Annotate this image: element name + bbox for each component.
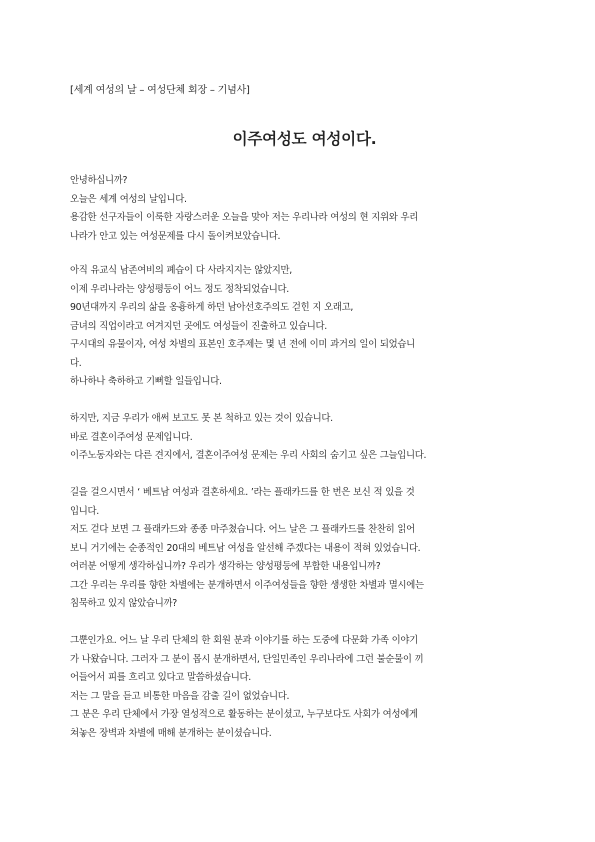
paragraph-line: 오늘은 세계 여성의 날입니다. xyxy=(70,193,187,205)
paragraph-line: 저는 그 말을 듣고 비통한 마음을 감출 길이 없었습니다. xyxy=(70,690,290,702)
paragraph xyxy=(70,410,539,466)
document-title: 이주여성도 여성이다. xyxy=(232,130,377,148)
document-body xyxy=(70,172,539,743)
paragraph xyxy=(70,632,539,743)
paragraph xyxy=(70,262,539,392)
paragraph-line: 구시대의 유물이자, 여성 차별의 표본인 호주제는 몇 년 전에 이미 과거의 일이 되었습니 xyxy=(70,339,415,350)
paragraph-line: 아직 유교식 남존여비의 폐습이 다 사라지지는 않았지만, xyxy=(70,265,292,276)
paragraph-line: 침묵하고 있지 않았습니까? xyxy=(70,598,177,609)
paragraph-line: 보니 거기에는 순종적인 20대의 베트남 여성을 알선해 주겠다는 내용이 적혀 있었습니다. xyxy=(70,542,421,554)
paragraph-line: 바로 결혼이주여성 문제입니다. xyxy=(70,431,193,443)
paragraph-line: 안녕하십니까? xyxy=(70,175,128,186)
paragraph-line: 그뿐인가요. 어느 날 우리 단체의 한 회원 분과 이야기를 하는 도중에 다문화 가족 이야기 xyxy=(70,635,418,646)
paragraph-line: 그 분은 우리 단체에서 가장 열성적으로 활동하는 분이셨고, 누구보다도 사회가 여성에게 xyxy=(70,709,418,720)
paragraph-line: 어들어서 피를 흐리고 있다고 말씀하셨습니다. xyxy=(70,672,251,683)
paragraph-line: 입니다. xyxy=(70,505,99,517)
paragraph-line: 나라가 안고 있는 여성문제를 다시 돌이켜보았습니다. xyxy=(70,230,281,242)
paragraph-line: 금녀의 직업이라고 여겨지던 곳에도 여성들이 진출하고 있습니다. xyxy=(70,320,327,332)
paragraph xyxy=(70,484,539,614)
paragraph-line: 하지만, 지금 우리가 애써 보고도 못 본 척하고 있는 것이 있습니다. xyxy=(70,413,333,424)
paragraph xyxy=(70,172,539,246)
paragraph-line: 하나하나 축하하고 기뻐할 일들입니다. xyxy=(70,376,222,387)
paragraph-line: 90년대까지 우리의 삶을 옹흉하게 하던 남아선호주의도 걷힌 지 오래고, xyxy=(70,302,354,313)
paragraph-line: 저도 걷다 보면 그 플래카드와 종종 마주쳤습니다. 어느 날은 그 플래카드를 찬찬히 읽어 xyxy=(70,524,415,535)
document-subtitle: [세계 여성의 날 – 여성단체 회장 – 기념사] xyxy=(70,85,250,96)
paragraph-line: 여러분 어떻게 생각하십니까? 우리가 생각하는 양성평등에 부합한 내용입니까? xyxy=(70,561,381,572)
paragraph-line: 용감한 선구자들이 이룩한 자랑스러운 오늘을 맞아 저는 우리나라 여성의 현 지위와 우리 xyxy=(70,212,419,223)
paragraph-line: 다. xyxy=(70,357,82,369)
paragraph-line: 이제 우리나라는 양성평등이 어느 정도 정착되었습니다. xyxy=(70,283,289,295)
paragraph-line: 쳐놓은 장벽과 차별에 매해 분개하는 분이셨습니다. xyxy=(70,727,272,739)
paragraph-line: 이주노동자와는 다른 견지에서, 결혼이주여성 문제는 우리 사회의 숨기고 싶은 그늘입니다. xyxy=(70,450,427,461)
paragraph-line: 가 나왔습니다. 그러자 그 분이 몹시 분개하면서, 단일민족인 우리나라에 그런 불순물이 끼 xyxy=(70,653,424,665)
paragraph-line: 길을 걸으시면서 ‘ 베트남 여성과 결혼하세요. ’라는 플래카드를 한 번은 보신 적 있을 것 xyxy=(70,487,415,498)
paragraph-line: 그간 우리는 우리를 향한 차별에는 분개하면서 이주여성들을 향한 생생한 차별과 멸시에는 xyxy=(70,579,424,591)
